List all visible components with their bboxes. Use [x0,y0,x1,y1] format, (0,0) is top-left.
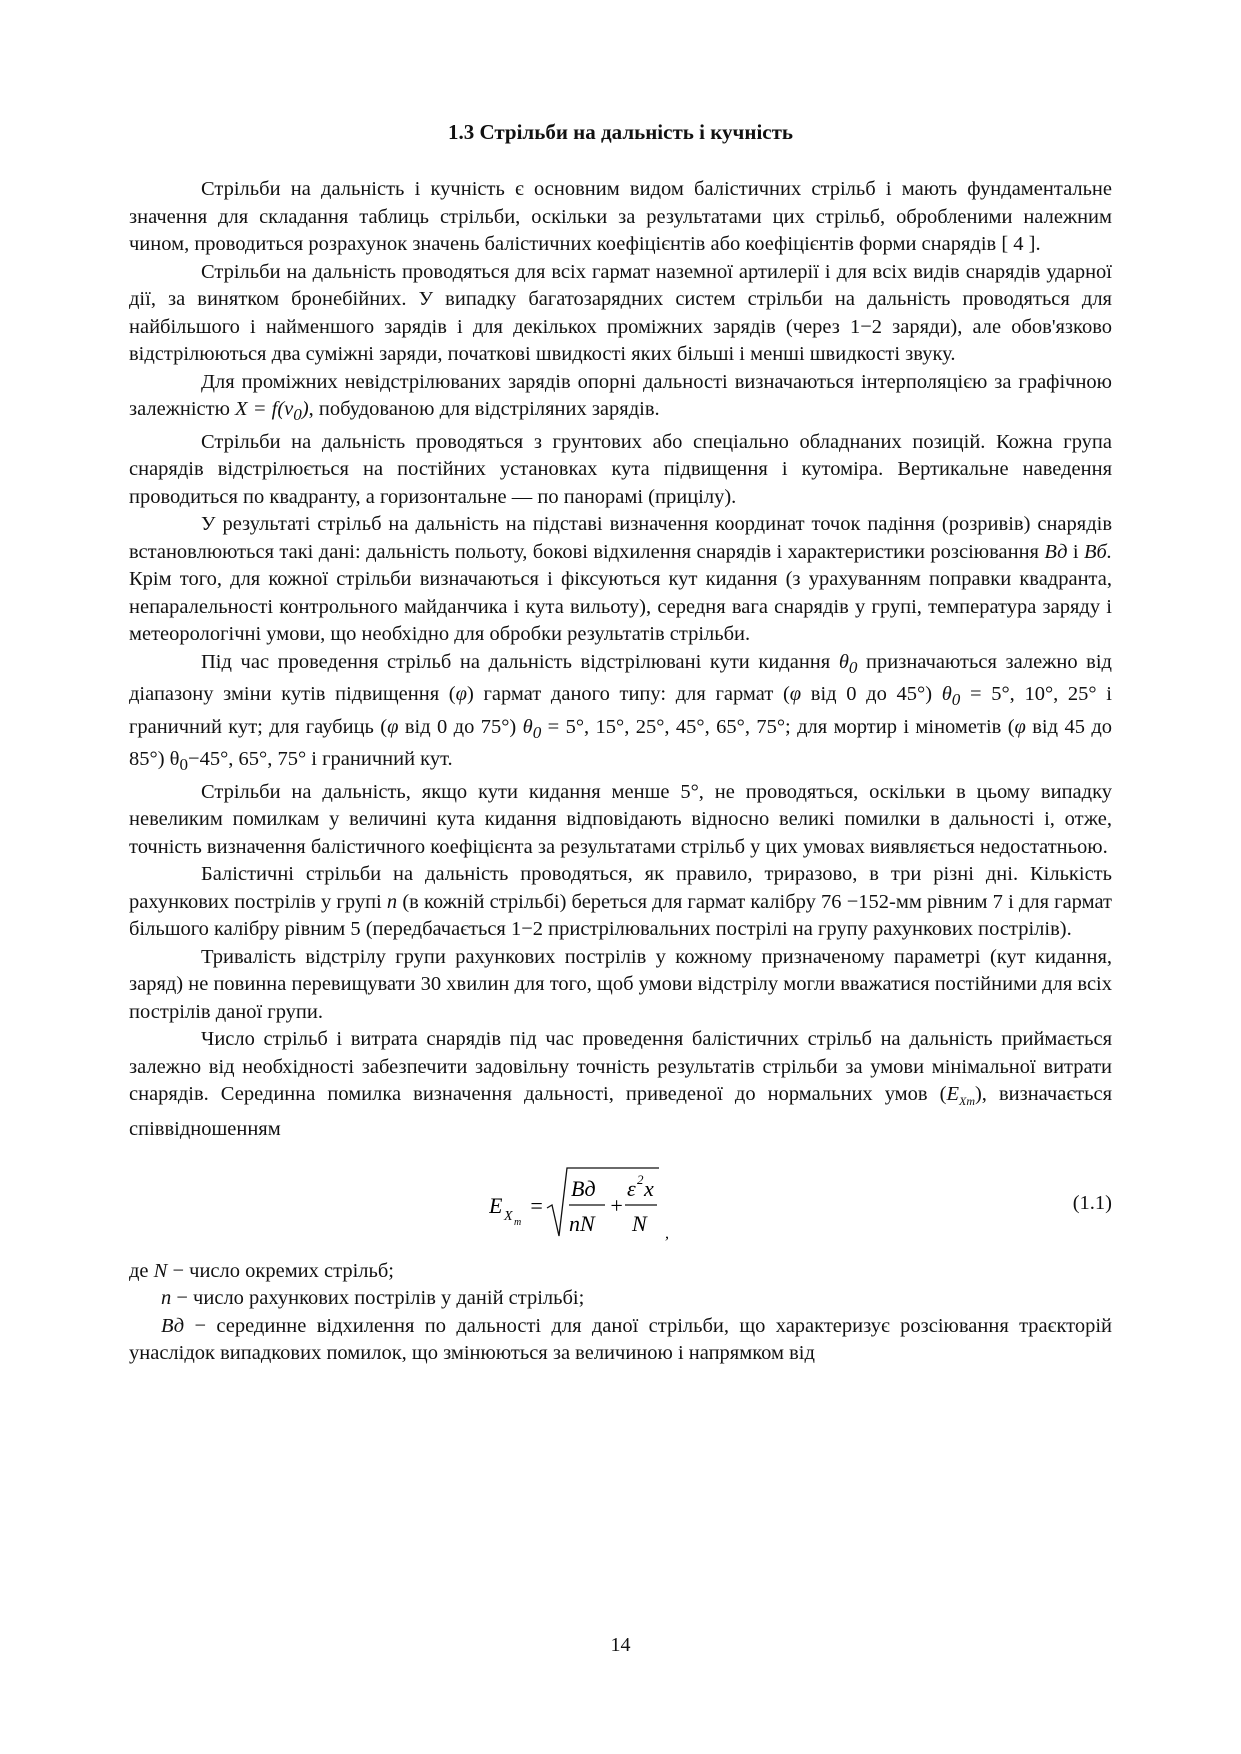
paragraph-8: Балістичні стрільби на дальність проводяться, як правило, триразово, в три різні дні. Кількість рахункових пострілів у групі n (в кожній стрільбі) береться для гармат калібру 76 −152-мм рівним 7 і для гармат більшого калібру рівним 5 (передбачається 1−2 пристрілювальних пострілі на групу рахункових пострілів). [129,863,1112,941]
paragraph-9: Тривалість відстрілу групи рахункових пострілів у кожному призначеному параметрі (кут кидання, заряд) не повинна перевищувати 30 хвилин для того, щоб умови відстрілу могли вважатися постійними для всіх пострілів даної групи. [129,945,1112,1023]
formula-num-1: Bд [571,1175,596,1201]
paragraph-7: Стрільби на дальність, якщо кути кидання менше 5°, не проводяться, оскільки в цьому випадку невеликим помилкам у величині кута кидання відповідають відносно великі помилки в дальності і, отже, точність визначення балістичного коефіцієнта за результатами стрільб у цих умовах виявляється недостатньою. [129,780,1112,858]
formula-1-1 [129,1156,1112,1252]
paragraph-1: Стрільби на дальність і кучність є основним видом балістичних стрільб і мають фундаментальне значення для складання таблиць стрільби, оскільки за результатами цих стрільб, обробленими належним чином, проводиться розрахунок значень балістичних коефіцієнтів або коефіцієнтів форми снарядів [ 4 ]. [129,178,1112,255]
formula-den-2: N [632,1210,647,1236]
formula-num-2: ε [627,1175,636,1201]
formula-plus: + [609,1192,624,1218]
definition-N: де N − число окремих стрільб; [129,1259,394,1282]
formula-num-2-sup: 2 [637,1171,644,1187]
equation-number: (1.1) [1072,1191,1112,1214]
definition-vd: Вд − серединне відхилення по дальності для даної стрільби, що характеризує розсіювання траєкторій унаслідок випадкових помилок, що змінюються за величиною і напрямком від [129,1314,1112,1365]
formula-den-1: nN [569,1210,595,1236]
paragraph-3: Для проміжних невідстрілюваних зарядів опорні дальності визначаються інтерполяцією за графічною залежністю $X = f(v_0)$, побудованою для відстріляних зарядів. [129,370,1112,425]
paragraph-10: Число стрільб і витрата снарядів під час проведення балістичних стрільб на дальність приймається залежно від необхідності забезпечити задовільну точність результатів стрільби за умови мінімальної витрати снарядів. Серединна помилка визначення дальності, приведеної до нормальних умов $(E_{Xт})$, визначається співвідношенням [129,1028,1113,1141]
paragraph-4: Стрільби на дальність проводяться з грунтових або спеціально обладнаних позицій. Кожна група снарядів відстрілюється на постійних установках кута підвищення і кутоміра. Вертикальне наведення проводиться по квадранту, а горизонтальне — по панорамі (прицілу). [129,430,1112,508]
document-body [129,176,1112,1368]
page-number: 14 [610,1634,631,1656]
paragraph-5: У результаті стрільб на дальність на підставі визначення координат точок падіння (розривів) снарядів встановлюються такі дані: дальність польоту, бокові відхилення снарядів і характеристики розсіювання Вд і Вб. Крім того, для кожної стрільби визначаються і фіксуються кут кидання (з урахуванням поправки квадранта, непаралельності контрольного майданчика і кута вильоту), середня вага снарядів у групі, температура заряду і метеорологічні умови, що необхідно для обробки результатів стрільби. [129,513,1112,646]
formula-lhs-subsub: т [514,1216,522,1228]
definition-n: n − число рахункових пострілів у даній стрільбі; [161,1287,585,1310]
section-heading: 1.3 Стрільби на дальність і кучність [447,120,794,144]
paragraph-6: Під час проведення стрільб на дальність відстрілювані кути кидання $\theta_0$ призначаються залежно від діапазону зміни кутів підвищення (φ) гармат даного типу: для гармат (φ від 0 до 45°) $\theta_0 = 5^\circ$, 10°, 25° і граничний кут; для гаубиць (φ від 0 до 75°) $\theta_0 = 5^\circ$, 15°, 25°, 45°, 65°, 75°; для мортир і мінометів (φ від 45 до 85°) $\theta_0-45^\circ$, 65°, 75° і граничний кут. [129,650,1113,775]
formula-expression [489,1156,749,1252]
formula-comma: , [665,1224,669,1242]
formula-num-2-x: x [644,1175,654,1201]
formula-lhs: E [489,1192,503,1218]
formula-equals: = [529,1192,544,1218]
variable-definitions [129,1258,1112,1368]
paragraph-2: Стрільби на дальність проводяться для всіх гармат наземної артилерії і для всіх видів снарядів ударної дії, за винятком бронебійних. У випадку багатозарядних систем стрільби на дальність проводяться для найбільшого і найменшого зарядів і для декількох проміжних зарядів (через 1−2 заряди), але обов'язково відстрілюються два суміжні заряди, початкові швидкості яких більші і менші швидкості звуку. [129,260,1112,365]
formula-lhs-sub: X [504,1208,513,1224]
